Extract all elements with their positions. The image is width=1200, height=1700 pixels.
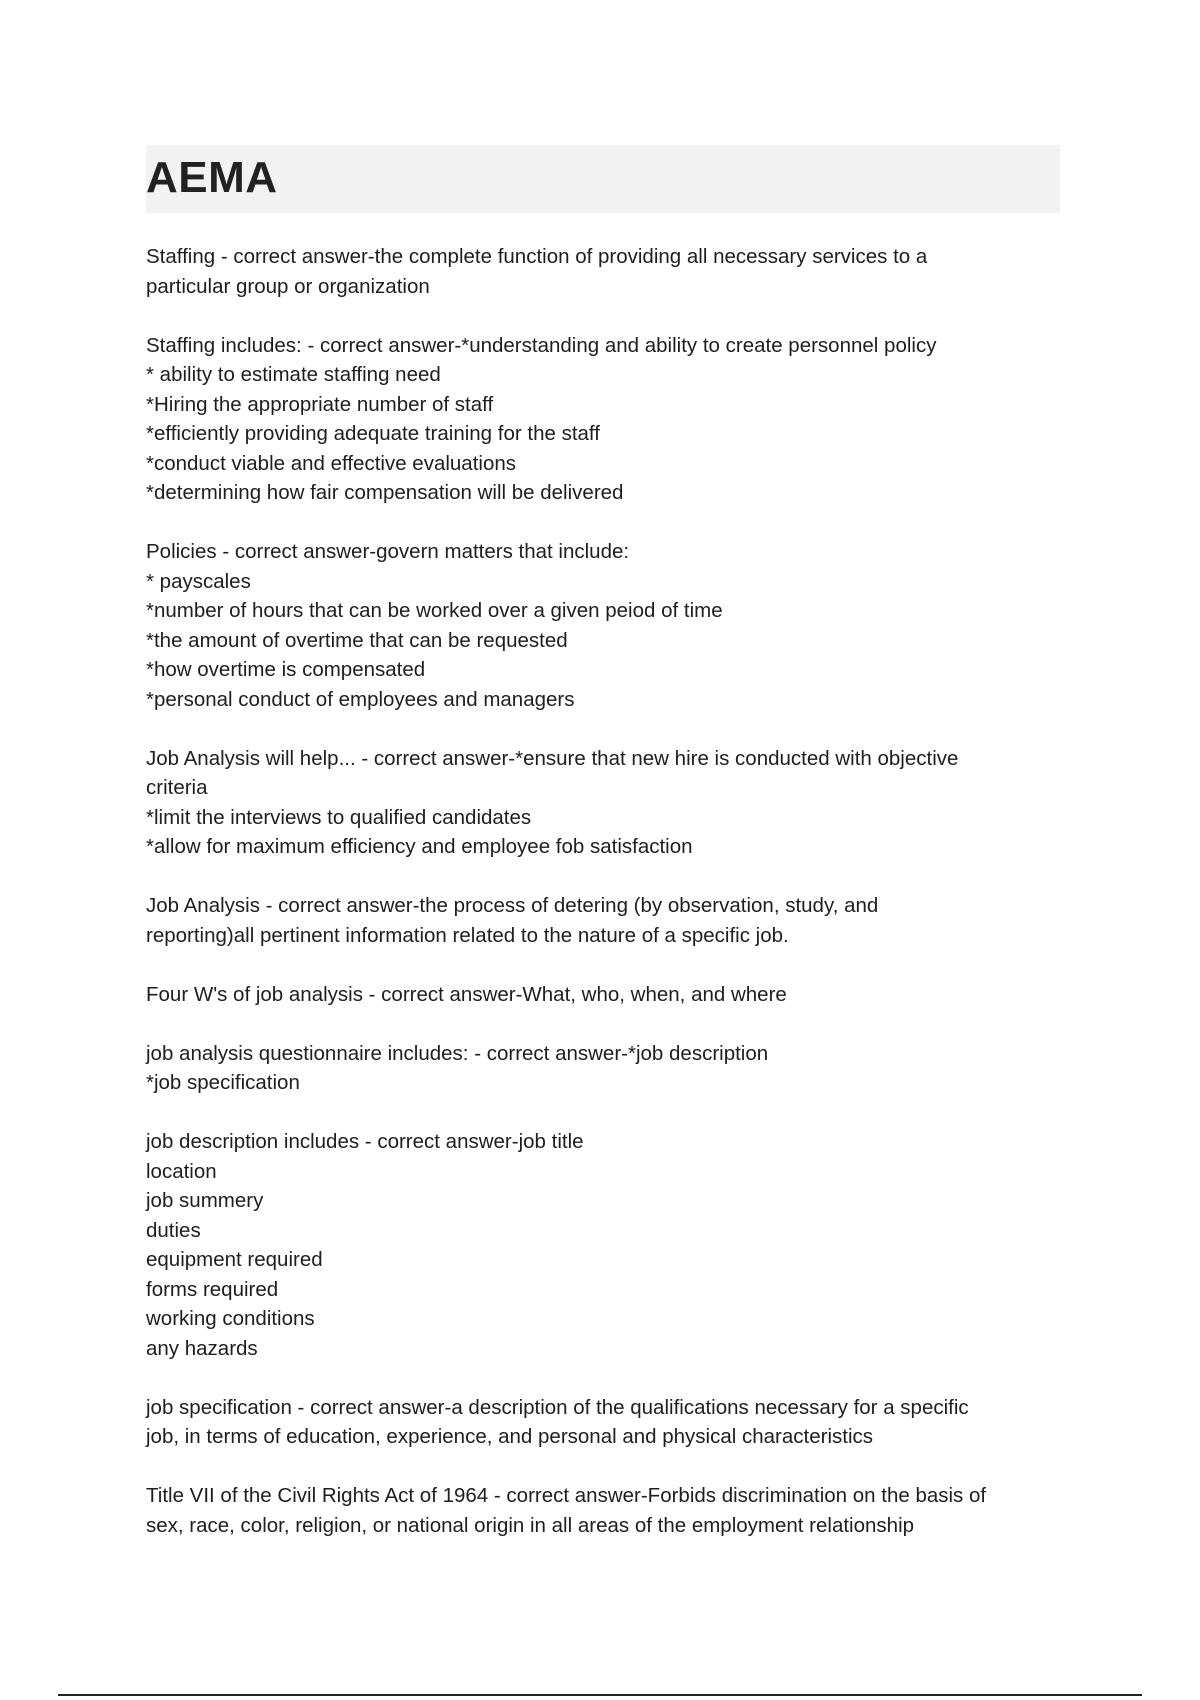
entry-detail-line: criteria (146, 776, 208, 799)
flashcard-entry (146, 1127, 1066, 1363)
entry-detail-line: *the amount of overtime that can be requested (146, 628, 568, 652)
entry-term-line: Staffing - correct answer-the complete function of providing all necessary services to a (146, 245, 928, 268)
flashcard-entry (146, 1481, 1066, 1540)
flashcard-entry (146, 242, 1066, 301)
entry-term-line: Staffing includes: - correct answer-*understanding and ability to create personnel policy (146, 333, 937, 357)
entry-term-line: job specification - correct answer-a description of the qualifications necessary for a specific (146, 1395, 969, 1419)
entry-term-line: Job Analysis will help... - correct answer-*ensure that new hire is conducted with objective (146, 746, 959, 770)
entry-detail-line: duties (146, 1218, 201, 1242)
entry-detail-line: job summery (146, 1189, 264, 1212)
entry-detail-line: location (146, 1159, 217, 1183)
entry-detail-line: reporting)all pertinent information related to the nature of a specific job. (146, 923, 789, 947)
flashcard-entry (146, 1393, 1066, 1452)
entry-detail-line: job, in terms of education, experience, and personal and physical characteristics (146, 1425, 874, 1448)
entry-detail-line: equipment required (146, 1248, 323, 1271)
entry-detail-line: *conduct viable and effective evaluations (146, 451, 517, 475)
entry-term-line: Title VII of the Civil Rights Act of 1964 - correct answer-Forbids discrimination on the basis of (146, 1484, 987, 1507)
flashcard-entry (146, 331, 1066, 508)
entry-detail-line: forms required (146, 1277, 279, 1301)
entry-term-line: job analysis questionnaire includes: - correct answer-*job description (146, 1041, 769, 1065)
flashcard-entry (146, 980, 1066, 1010)
entry-detail-line: * ability to estimate staffing need (146, 363, 441, 386)
entry-detail-line: *personal conduct of employees and managers (146, 687, 575, 711)
flashcard-entry (146, 891, 1066, 950)
entry-detail-line: *job specification (146, 1071, 300, 1094)
document-title: AEMA (146, 153, 278, 202)
entry-detail-line: any hazards (146, 1336, 258, 1360)
entry-detail-line: * payscales (146, 569, 251, 593)
flashcard-list (146, 242, 1066, 1570)
entry-term-line: job description includes - correct answer-job title (146, 1130, 584, 1153)
entry-detail-line: *Hiring the appropriate number of staff (146, 392, 494, 416)
flashcard-entry (146, 537, 1066, 714)
entry-term-line: Four W's of job analysis - correct answer-What, who, when, and where (146, 982, 787, 1006)
entry-detail-line: working conditions (146, 1307, 315, 1330)
entry-term-line: Policies - correct answer-govern matters that include: (146, 540, 630, 563)
flashcard-entry (146, 744, 1066, 862)
entry-detail-line: *how overtime is compensated (146, 658, 426, 681)
entry-detail-line: *determining how fair compensation will be delivered (146, 481, 624, 504)
entry-detail-line: *allow for maximum efficiency and employee fob satisfaction (146, 835, 693, 858)
entry-detail-line: *limit the interviews to qualified candidates (146, 805, 532, 829)
entry-detail-line: sex, race, color, religion, or national origin in all areas of the employment relationship (146, 1513, 915, 1537)
entry-detail-line: *efficiently providing adequate training for the staff (146, 422, 600, 445)
title-background (146, 145, 1060, 213)
entry-detail-line: particular group or organization (146, 274, 430, 298)
footer-divider (58, 1694, 1142, 1696)
flashcard-entry (146, 1039, 1066, 1098)
entry-term-line: Job Analysis - correct answer-the process of detering (by observation, study, and (146, 894, 879, 917)
entry-detail-line: *number of hours that can be worked over a given peiod of time (146, 599, 723, 622)
